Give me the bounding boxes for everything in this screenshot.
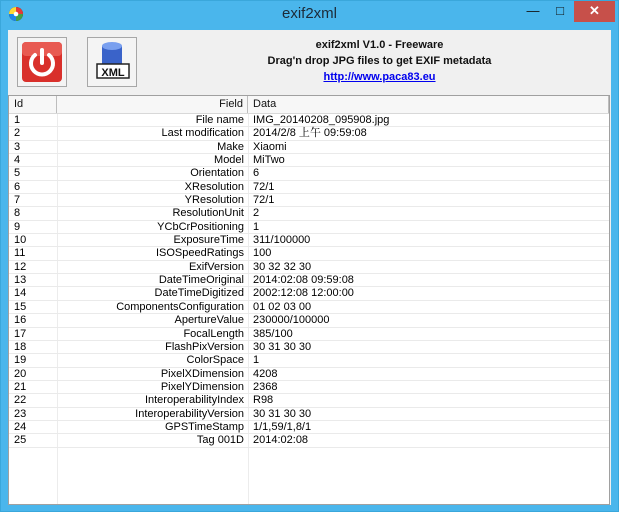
table-row[interactable] (9, 301, 609, 314)
column-header-id[interactable]: Id (9, 96, 57, 113)
cell-field: InteroperabilityIndex (144, 394, 244, 407)
cell-field: XResolution (184, 180, 244, 193)
cell-data: 72/1 (253, 180, 275, 193)
table-row[interactable] (9, 127, 609, 140)
cell-field: PixelXDimension (160, 367, 244, 380)
table-row[interactable] (9, 181, 609, 194)
cell-data: 230000/100000 (253, 314, 330, 327)
cell-field: PixelYDimension (160, 380, 244, 393)
cell-id: 8 (14, 207, 21, 220)
cell-data: 2014:02:08 (253, 434, 309, 447)
table-row[interactable] (9, 354, 609, 367)
cell-field: FlashPixVersion (165, 340, 244, 353)
table-row[interactable] (9, 261, 609, 274)
minimize-button[interactable]: — (526, 3, 540, 18)
cell-id: 9 (14, 220, 21, 233)
cell-id: 19 (14, 354, 27, 367)
table-row[interactable] (9, 141, 609, 154)
client-area (8, 30, 611, 505)
table-row[interactable] (9, 234, 609, 247)
table-row[interactable] (9, 247, 609, 260)
table-row[interactable] (9, 421, 609, 434)
cell-data: 2014:02:08 09:59:08 (253, 274, 354, 287)
toolbar (8, 30, 611, 93)
table-row[interactable] (9, 154, 609, 167)
cell-id: 10 (14, 234, 27, 247)
table-row[interactable] (9, 221, 609, 234)
window-title: exif2xml (281, 5, 337, 22)
cell-id: 15 (14, 300, 27, 313)
cell-id: 21 (14, 380, 27, 393)
cell-id: 22 (14, 394, 27, 407)
cell-data: 1 (253, 354, 260, 367)
cell-field: Model (214, 154, 244, 167)
cell-field: YCbCrPositioning (157, 220, 244, 233)
app-instructions: Drag'n drop JPG files to get EXIF metadata (267, 55, 492, 67)
cell-data: 30 31 30 30 (253, 340, 312, 353)
app-version: exif2xml V1.0 - Freeware (315, 39, 444, 51)
cell-id: 12 (14, 260, 27, 273)
cell-field: InteroperabilityVersion (135, 407, 244, 420)
table-row[interactable] (9, 368, 609, 381)
cell-data: 311/100000 (253, 234, 311, 247)
cell-data: 30 32 32 30 (253, 260, 312, 273)
power-icon (18, 38, 66, 86)
cell-field: ComponentsConfiguration (116, 300, 244, 313)
cell-field: File name (195, 114, 244, 126)
table-row[interactable] (9, 167, 609, 180)
cell-field: GPSTimeStamp (164, 420, 244, 433)
title-bar[interactable] (1, 1, 618, 28)
maximize-button[interactable]: □ (556, 3, 564, 18)
cell-field: ColorSpace (186, 354, 244, 367)
cell-id: 5 (14, 167, 21, 180)
cell-field: Make (217, 140, 244, 153)
column-header-field[interactable]: Field (57, 96, 248, 113)
cell-id: 23 (14, 407, 27, 420)
cell-field: DateTimeOriginal (158, 274, 244, 287)
table-row[interactable] (9, 114, 609, 127)
cell-id: 11 (14, 247, 26, 260)
table-row[interactable] (9, 314, 609, 327)
cell-field: FocalLength (183, 327, 244, 340)
cell-id: 13 (14, 274, 27, 287)
cell-field: ApertureValue (174, 314, 244, 327)
cell-data: Xiaomi (253, 140, 287, 153)
cell-field: ExposureTime (173, 234, 244, 247)
cell-field: DateTimeDigitized (154, 287, 244, 300)
cell-data: 2002:12:08 12:00:00 (253, 287, 354, 300)
cell-id: 14 (14, 287, 27, 300)
cell-data: 2368 (253, 380, 278, 393)
cell-id: 7 (14, 194, 21, 207)
cell-data: 2014/2/8 上午 09:59:08 (253, 127, 367, 140)
table-row[interactable] (9, 394, 609, 407)
column-header-data[interactable]: Data (248, 96, 609, 113)
cell-id: 3 (14, 140, 21, 153)
cell-field: ExifVersion (188, 260, 244, 273)
cell-id: 16 (14, 314, 27, 327)
cell-id: 24 (14, 420, 27, 433)
cell-data: 385/100 (253, 327, 293, 340)
list-header (9, 96, 609, 114)
xml-button-label: XML (101, 67, 125, 79)
cell-id: 20 (14, 367, 27, 380)
cell-data: IMG_20140208_095908.jpg (253, 114, 390, 126)
info-panel (148, 37, 611, 85)
cell-data: 1 (253, 220, 260, 233)
table-row[interactable] (9, 194, 609, 207)
cell-data: 100 (253, 247, 272, 260)
cell-data: R98 (253, 394, 274, 407)
table-row[interactable] (9, 341, 609, 354)
cell-data: 1/1,59/1,8/1 (253, 420, 312, 433)
cell-data: 2 (253, 207, 260, 220)
cell-data: 30 31 30 30 (253, 407, 312, 420)
table-row[interactable] (9, 328, 609, 341)
list-rows (9, 114, 609, 448)
cell-data: 6 (253, 167, 260, 180)
website-link[interactable]: http://www.paca83.eu (323, 71, 436, 83)
cell-field: ISOSpeedRatings (155, 247, 244, 260)
cell-field: YResolution (184, 194, 244, 207)
cell-id: 4 (14, 154, 21, 167)
export-xml-button[interactable] (87, 37, 137, 87)
table-row[interactable] (9, 408, 609, 421)
cell-data: 01 02 03 00 (253, 300, 312, 313)
cell-id: 2 (14, 127, 21, 140)
table-row[interactable] (9, 274, 609, 287)
cell-id: 25 (14, 434, 27, 447)
table-row[interactable] (9, 381, 609, 394)
cell-id: 1 (14, 114, 21, 126)
exif-list[interactable] (8, 95, 610, 505)
close-button[interactable]: ✕ (574, 1, 615, 22)
cell-field: Last modification (161, 127, 244, 140)
cell-field: ResolutionUnit (172, 207, 244, 220)
table-row[interactable] (9, 434, 609, 447)
cell-id: 6 (14, 180, 21, 193)
power-button[interactable] (17, 37, 67, 87)
cell-field: Orientation (190, 167, 244, 180)
cell-data: 72/1 (253, 194, 275, 207)
cell-data: MiTwo (253, 154, 285, 167)
cell-id: 18 (14, 340, 27, 353)
cell-id: 17 (14, 327, 27, 340)
cell-data: 4208 (253, 367, 278, 380)
table-row[interactable] (9, 287, 609, 300)
cell-field: Tag 001D (196, 434, 244, 447)
table-row[interactable] (9, 207, 609, 220)
